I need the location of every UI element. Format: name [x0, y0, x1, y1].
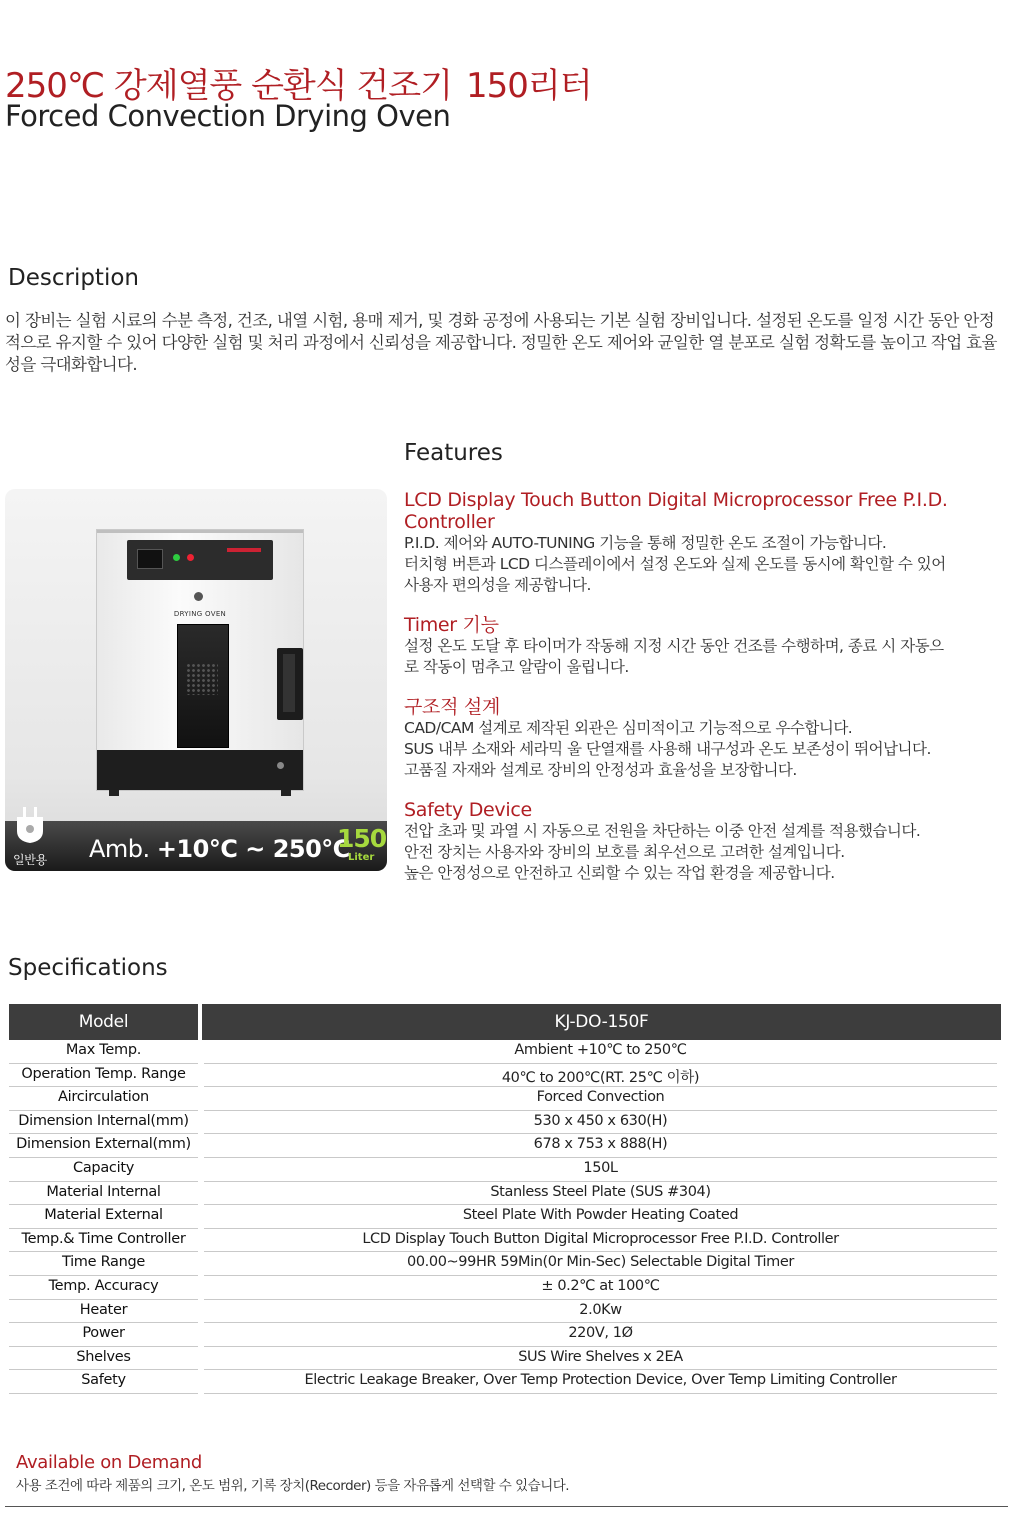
brand-logo — [227, 548, 261, 552]
spec-row — [9, 1087, 1001, 1111]
spec-row — [9, 1347, 1001, 1371]
row-divider — [204, 1393, 997, 1394]
oven-illustration — [96, 529, 304, 791]
feature-item — [404, 696, 1004, 781]
feature-title: 구조적 설계 — [404, 696, 501, 718]
spec-label: Dimension External(mm) — [16, 1136, 191, 1153]
spec-value: 00.00~99HR 59Min(0r Min-Sec) Selectable Digital Timer — [407, 1254, 794, 1271]
power-plug-icon — [11, 807, 49, 847]
spec-label: Safety — [81, 1372, 126, 1389]
feature-line: 고품질 자재와 설계로 장비의 안정성과 효율성을 보장합니다. — [404, 761, 797, 779]
spec-row — [9, 1370, 1001, 1394]
oven-base — [97, 750, 303, 790]
spec-row — [9, 1182, 1001, 1206]
spec-label: Operation Temp. Range — [21, 1065, 186, 1082]
spec-row — [9, 1205, 1001, 1229]
row-divider — [9, 1393, 198, 1394]
oven-foot — [109, 790, 119, 796]
spec-label: Capacity — [73, 1160, 134, 1176]
spec-row — [9, 1064, 1001, 1088]
power-switch-icon — [277, 762, 284, 769]
feature-body — [404, 533, 1004, 596]
spec-label: Max Temp. — [65, 1042, 142, 1058]
power-led-icon — [173, 554, 180, 561]
spec-label: Temp. Accuracy — [48, 1278, 159, 1294]
spec-label: Material External — [44, 1207, 163, 1224]
oven-foot — [281, 790, 291, 796]
title-main: 250℃ 강제열풍 순환식 건조기 — [5, 66, 452, 106]
spec-row — [9, 1229, 1001, 1253]
feature-line: SUS 내부 소재와 세라믹 울 단열재를 사용해 내구성과 온도 보존성이 뛰어납니다. — [404, 740, 931, 758]
available-title: Available on Demand — [16, 1452, 202, 1473]
feature-body — [404, 636, 1004, 678]
description-text: 이 장비는 실험 시료의 수분 측정, 건조, 내열 시험, 용매 제거, 및 경화 공정에 사용되는 기본 실험 장비입니다. 설정된 온도를 일정 시간 동안 안정적으로 유지할 수 있어 다양한 실험 및 처리 과정에서 신뢰성을 제공합니다. 정밀한 온도 제어와 균일한 열 분포로 실험 정확도를 높이고 작업 효율성을 극대화합니다. — [5, 311, 997, 374]
spec-value: Electric Leakage Breaker, Over Temp Protection Device, Over Temp Limiting Controller — [304, 1372, 897, 1389]
spec-value: ± 0.2℃ at 100℃ — [541, 1278, 660, 1294]
spec-value: 40℃ to 200℃(RT. 25℃ 이하) — [501, 1069, 700, 1086]
spec-row — [9, 1300, 1001, 1324]
spec-row — [9, 1040, 1001, 1064]
capacity-number: 150 — [337, 824, 387, 853]
feature-line: CAD/CAM 설계로 제작된 외관은 심미적이고 기능적으로 우수합니다. — [404, 719, 853, 737]
feature-line: 설정 온도 도달 후 타이머가 작동해 지정 시간 동안 건조를 수행하며, 종료 시 자동으 — [404, 637, 944, 655]
bottom-divider — [5, 1506, 1008, 1507]
feature-line: 사용자 편의성을 제공합니다. — [404, 576, 591, 594]
knob-icon — [194, 592, 203, 601]
range-value: +10℃ ~ 250℃ — [156, 835, 350, 863]
feature-body — [404, 718, 1004, 781]
feature-item — [404, 489, 1004, 596]
oven-label: DRYING OVEN — [173, 610, 227, 618]
spec-row — [9, 1323, 1001, 1347]
feature-body — [404, 821, 1004, 884]
feature-title: Safety Device — [404, 799, 532, 821]
description-heading: Description — [8, 265, 139, 291]
door-handle — [277, 648, 303, 720]
specifications-heading: Specifications — [8, 955, 168, 981]
spec-label: Aircirculation — [58, 1089, 149, 1106]
lcd-display — [137, 549, 163, 569]
product-image — [5, 489, 387, 871]
feature-line: 터치형 버튼과 LCD 디스플레이에서 설정 온도와 실제 온도를 동시에 확인할 수 있어 — [404, 555, 946, 573]
spec-value: 530 x 450 x 630(H) — [533, 1112, 668, 1129]
feature-title: LCD Display Touch Button Digital Microprocessor Free P.I.D. Controller — [404, 489, 948, 533]
feature-line: 전압 초과 및 과열 시 자동으로 전원을 차단하는 이중 안전 설계를 적용했습니다. — [404, 822, 921, 840]
feature-title: Timer 기능 — [404, 614, 499, 636]
feature-line: 로 작동이 멈추고 알람이 울립니다. — [404, 658, 629, 676]
page-title-en: Forced Convection Drying Oven — [5, 99, 451, 133]
spec-label: Time Range — [61, 1254, 146, 1271]
feature-line: P.I.D. 제어와 AUTO-TUNING 기능을 통해 정밀한 온도 조절이 가능합니다. — [404, 534, 887, 552]
spec-row — [9, 1111, 1001, 1135]
spec-row — [9, 1134, 1001, 1158]
spec-value: SUS Wire Shelves x 2EA — [518, 1348, 683, 1365]
model-label: Model — [9, 1004, 198, 1040]
title-capacity: 150리터 — [465, 66, 592, 106]
feature-item — [404, 614, 1004, 678]
spec-value: Steel Plate With Powder Heating Coated — [462, 1207, 739, 1224]
spec-label: Shelves — [76, 1348, 131, 1365]
spec-label: Material Internal — [46, 1183, 161, 1200]
control-panel — [127, 540, 273, 580]
spec-value: LCD Display Touch Button Digital Microprocessor Free P.I.D. Controller — [362, 1230, 839, 1247]
spec-value: 220V, 1Ø — [568, 1325, 633, 1342]
spec-value: 678 x 753 x 888(H) — [533, 1136, 668, 1153]
features-heading: Features — [404, 440, 503, 466]
spec-value: Ambient +10℃ to 250℃ — [514, 1042, 687, 1058]
spec-value: Forced Convection — [536, 1089, 665, 1106]
spec-row — [9, 1158, 1001, 1182]
capacity-unit: Liter — [348, 852, 375, 863]
oven-window — [177, 624, 229, 748]
spec-label: Heater — [79, 1301, 128, 1318]
available-text: 사용 조건에 따라 제품의 크기, 온도 범위, 기록 장치(Recorder) 등을 자유롭게 선택할 수 있습니다. — [16, 1478, 570, 1494]
feature-line: 높은 안정성으로 안전하고 신뢰할 수 있는 작업 환경을 제공합니다. — [404, 864, 835, 882]
model-value: KJ-DO-150F — [202, 1004, 1001, 1040]
spec-label: Temp.& Time Controller — [21, 1230, 186, 1247]
feature-item — [404, 799, 1004, 884]
feature-line: 안전 장치는 사용자와 장비의 보호를 최우선으로 고려한 설계입니다. — [404, 843, 845, 861]
spec-value: 150L — [583, 1160, 618, 1176]
spec-label: Dimension Internal(mm) — [18, 1112, 189, 1129]
spec-value: 2.0Kw — [579, 1301, 622, 1318]
spec-value: Stanless Steel Plate (SUS #304) — [490, 1183, 711, 1200]
vent-grille-icon — [186, 663, 218, 695]
range-prefix: Amb. — [89, 835, 150, 863]
spec-label: Power — [82, 1325, 125, 1342]
temp-range — [89, 835, 350, 863]
oven-top-edge — [97, 530, 303, 533]
spec-row — [9, 1252, 1001, 1276]
spec-row — [9, 1276, 1001, 1300]
general-use-badge: 일반용 — [13, 853, 47, 867]
alarm-led-icon — [187, 554, 194, 561]
